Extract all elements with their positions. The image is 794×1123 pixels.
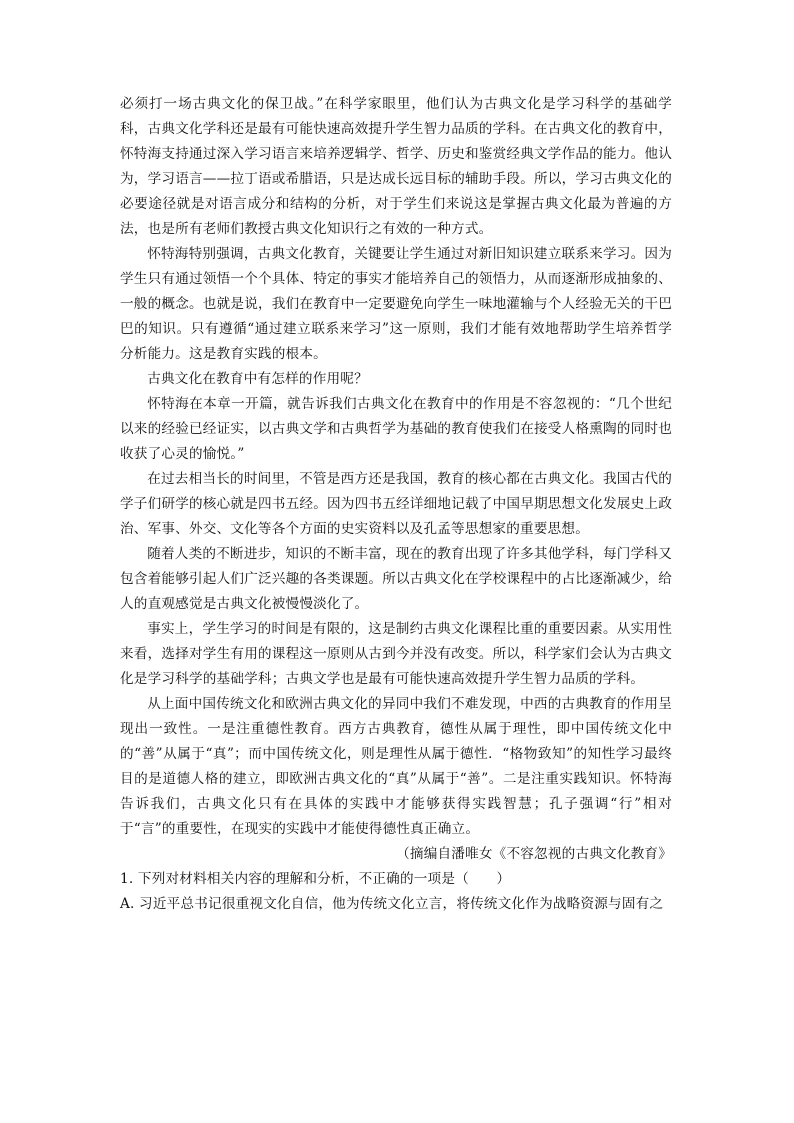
paragraph: 事实上，学生学习的时间是有限的，这是制约古典文化课程比重的重要因素。从实用性来看，选择对学生有用的课程这一原则从古到今并没有改变。所以，科学家们会认为古典文化是学习科学的基础学科；古典文学也是最有可能快速高效提升学生智力品质的学科。	[120, 621, 672, 687]
source-citation: （摘编自潘唯女《不容忽视的古典文化教育》	[396, 846, 672, 862]
question-stem: 1. 下列对材料相关内容的理解和分析，不正确的一项是（ ）	[120, 871, 511, 887]
paragraph-question-heading: 古典文化在教育中有怎样的作用呢？	[147, 371, 368, 387]
paragraph: 在过去相当长的时间里，不管是西方还是我国，教育的核心都在古典文化。我国古代的学子们研学的核心就是四书五经。因为四书五经详细地记载了中国早期思想文化发展史上政治、军事、外交、文化等各个方面的史实资料以及孔孟等思想家的重要思想。	[120, 471, 672, 537]
paragraph: 怀特海特别强调，古典文化教育，关键要让学生通过对新旧知识建立联系来学习。因为学生只有通过领悟一个个具体、特定的事实才能培养自己的领悟力，从而逐渐形成抽象的、一般的概念。也就是说，我们在教育中一定要避免向学生一味地灌输与个人经验无关的干巴巴的知识。只有遵循“通过建立联系来学习”这一原则，我们才能有效地帮助学生培养哲学分析能力。这是教育实践的根本。	[120, 246, 672, 362]
paragraph: 随着人类的不断进步，知识的不断丰富，现在的教育出现了许多其他学科，每门学科又包含着能够引起人们广泛兴趣的各类课题。所以古典文化在学校课程中的占比逐渐减少，给人的直观感觉是古典文化被慢慢淡化了。	[120, 546, 672, 612]
paragraph: 怀特海在本章一开篇，就告诉我们古典文化在教育中的作用是不容忽视的：“几个世纪以来的经验已经证实，以古典文学和古典哲学为基础的教育使我们在接受人格熏陶的同时也收获了心灵的愉悦。”	[120, 396, 672, 462]
document-page	[120, 88, 672, 917]
paragraph: 从上面中国传统文化和欧洲古典文化的异同中我们不难发现，中西的古典教育的作用呈现出一致性。一是注重德性教育。西方古典教育，德性从属于理性，即中国传统文化中的“善”从属于“真”；而中国传统文化，则是理性从属于德性．“格物致知”的知性学习最终目的是道德人格的建立，即欧洲古典文化的“真”从属于“善”。二是注重实践知识。怀特海告诉我们，古典文化只有在具体的实践中才能够获得实践智慧；孔子强调“行”相对于“言”的重要性，在现实的实践中才能使得德性真正确立。	[120, 696, 672, 837]
question-option-a: A. 习近平总书记很重视文化自信，他为传统文化立言，将传统文化作为战略资源与固有之	[120, 896, 664, 912]
paragraph-continuation: 必须打一场古典文化的保卫战。”在科学家眼里，他们认为古典文化是学习科学的基础学科，古典文化学科还是最有可能快速高效提升学生智力品质的学科。在古典文化的教育中，怀特海支持通过深入学习语言来培养逻辑学、哲学、历史和鉴赏经典文学作品的能力。他认为，学习语言——拉丁语或希腊语，只是达成长远目标的辅助手段。所以，学习古典文化的必要途径就是对语言成分和结构的分析，对于学生们来说这是掌握古典文化最为普遍的方法，也是所有老师们教授古典文化知识行之有效的一种方式。	[120, 96, 672, 237]
